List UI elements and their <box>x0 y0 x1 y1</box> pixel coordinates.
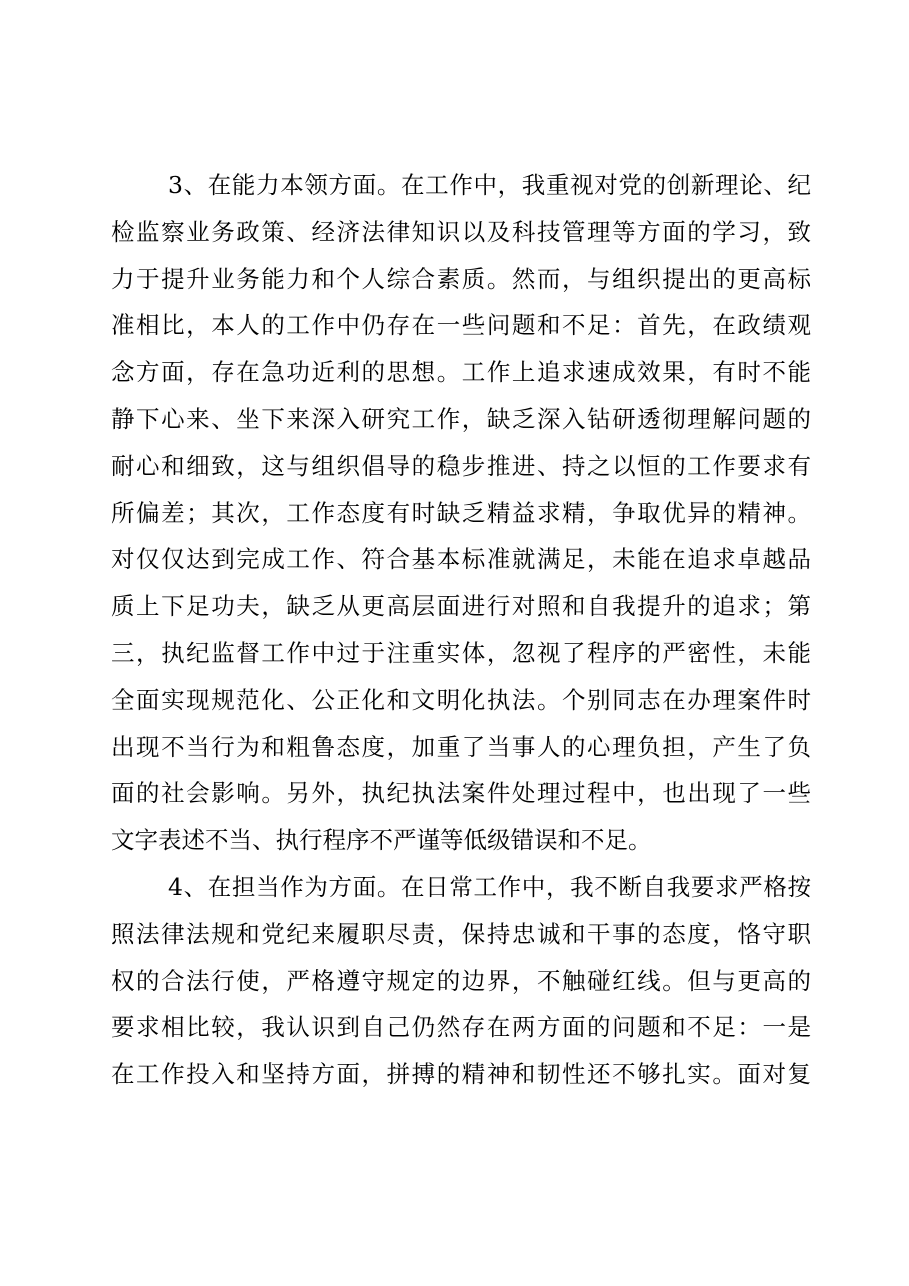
text-line: 在工作投入和坚持方面，拼搏的精神和韧性还不够扎实。面对复 <box>111 1060 811 1089</box>
text-line: 对仅仅达到完成工作、符合基本标准就满足，未能在追求卓越品 <box>111 545 811 574</box>
text-line: 静下心来、坐下来深入研究工作，缺乏深入钻研透彻理解问题的 <box>111 404 811 433</box>
text-line: 全面实现规范化、公正化和文明化执法。个别同志在办理案件时 <box>111 685 811 714</box>
text-line: 出现不当行为和粗鲁态度，加重了当事人的心理负担，产生了负 <box>111 732 811 761</box>
text-line: 所偏差；其次，工作态度有时缺乏精益求精，争取优异的精神。 <box>111 498 811 527</box>
text-line: 文字表述不当、执行程序不严谨等低级错误和不足。 <box>111 826 652 855</box>
text-line: 检监察业务政策、经济法律知识以及科技管理等方面的学习，致 <box>111 217 811 246</box>
paragraph-3 <box>111 162 811 864</box>
document-body <box>111 162 811 1098</box>
paragraph-4 <box>111 864 811 1098</box>
text-line: 照法律法规和党纪来履职尽责，保持忠诚和干事的态度，恪守职 <box>111 919 811 948</box>
text-line: 准相比，本人的工作中仍存在一些问题和不足：首先，在政绩观 <box>111 311 811 340</box>
text-line: 权的合法行使，严格遵守规定的边界，不触碰红线。但与更高的 <box>111 966 811 995</box>
text-line: 力于提升业务能力和个人综合素质。然而，与组织提出的更高标 <box>111 264 811 293</box>
text-line: 念方面，存在急功近利的思想。工作上追求速成效果，有时不能 <box>111 358 811 387</box>
text-line: 三，执纪监督工作中过于注重实体，忽视了程序的严密性，未能 <box>111 638 811 667</box>
text-line: 3、在能力本领方面。在工作中，我重视对党的创新理论、纪 <box>168 171 811 199</box>
text-line: 4、在担当作为方面。在日常工作中，我不断自我要求严格按 <box>168 872 811 901</box>
text-line: 要求相比较，我认识到自己仍然存在两方面的问题和不足：一是 <box>111 1013 811 1042</box>
text-line: 质上下足功夫，缺乏从更高层面进行对照和自我提升的追求；第 <box>111 592 811 621</box>
text-line: 面的社会影响。另外，执纪执法案件处理过程中，也出现了一些 <box>111 779 811 808</box>
text-line: 耐心和细致，这与组织倡导的稳步推进、持之以恒的工作要求有 <box>111 451 811 480</box>
